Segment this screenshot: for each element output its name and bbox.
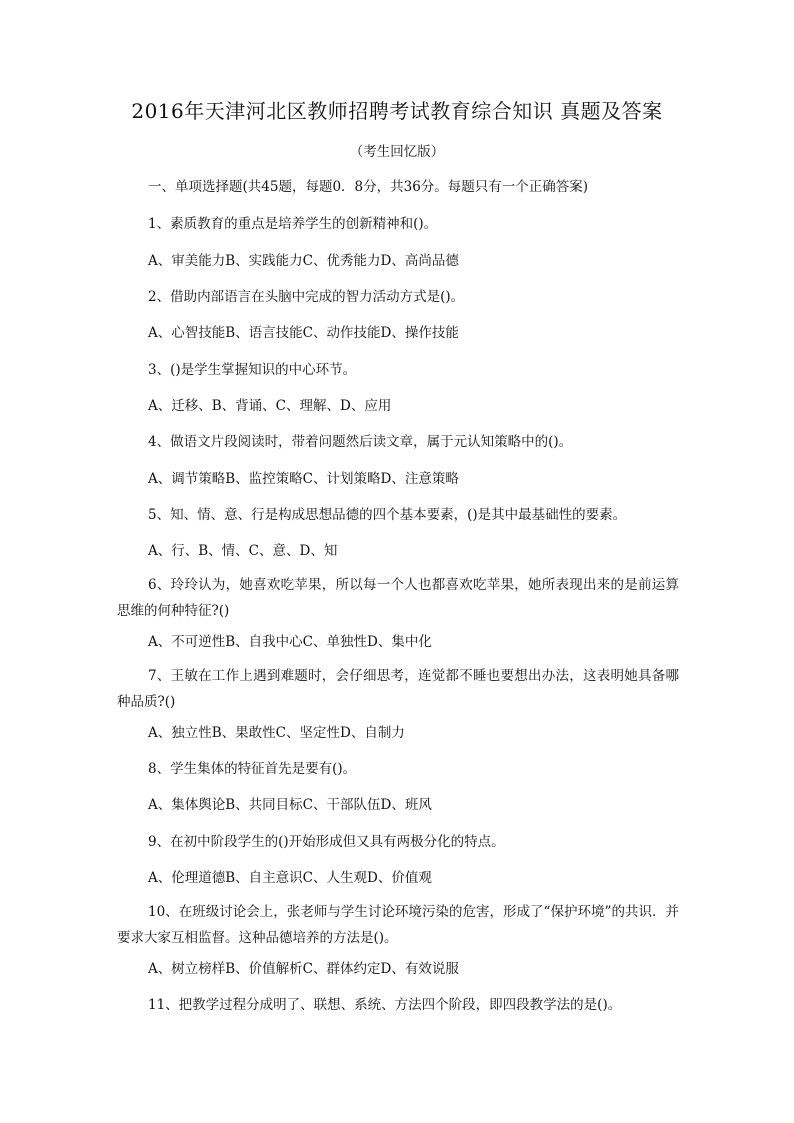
question-1: 1、素质教育的重点是培养学生的创新精神和()。 — [148, 216, 438, 232]
options-1: A、审美能力B、实践能力C、优秀能力D、高尚品德 — [148, 253, 459, 269]
question-9: 9、在初中阶段学生的()开始形成但又具有两极分化的特点。 — [148, 834, 505, 850]
question-7: 7、王敏在工作上遇到难题时，会仔细思考，连觉都不睡也要想出办法，这表明她具备哪种品质?() — [117, 668, 679, 710]
question-8: 8、学生集体的特征首先是要有()。 — [148, 761, 357, 777]
question-10: 10、在班级讨论会上，张老师与学生讨论环境污染的危害，形成了“保护环境”的共识．并要求大家互相监督。这种品德培养的方法是()。 — [117, 904, 679, 946]
question-4: 4、做语文片段阅读时，带着问题然后读文章，属于元认知策略中的()。 — [148, 434, 573, 450]
question-5: 5、知、情、意、行是构成思想品德的四个基本要素，()是其中最基础性的要素。 — [148, 507, 627, 523]
options-9: A、伦理道德B、自主意识C、人生观D、价值观 — [148, 870, 432, 886]
question-11: 11、把教学过程分成明了、联想、系统、方法四个阶段，即四段教学法的是()。 — [148, 997, 622, 1013]
section-heading: 一、单项选择题(共45题，每题0．8分，共36分。每题只有一个正确答案) — [148, 179, 589, 195]
question-3: 3、()是学生掌握知识的中心环节。 — [148, 362, 357, 378]
options-3: A、迁移、B、背诵、C、理解、D、应用 — [148, 398, 392, 414]
document-title: 2016年天津河北区教师招聘考试教育综合知识 真题及答案 — [131, 99, 663, 123]
options-6: A、不可逆性B、自我中心C、单独性D、集中化 — [148, 634, 432, 650]
options-8: A、集体舆论B、共同目标C、干部队伍D、班风 — [148, 797, 432, 813]
document-subtitle: （考生回忆版） — [349, 144, 445, 160]
options-10: A、树立榜样B、价值解析C、群体约定D、有效说服 — [148, 961, 459, 977]
question-2: 2、借助内部语言在头脑中完成的智力活动方式是()。 — [148, 289, 465, 305]
question-6: 6、玲玲认为，她喜欢吃苹果，所以每一个人也都喜欢吃苹果，她所表现出来的是前运算思维的何种特征?() — [117, 577, 679, 619]
options-5: A、行、B、情、C、意、D、知 — [148, 543, 338, 559]
options-2: A、心智技能B、语言技能C、动作技能D、操作技能 — [148, 325, 459, 341]
options-4: A、调节策略B、监控策略C、计划策略D、注意策略 — [148, 471, 459, 487]
options-7: A、独立性B、果敢性C、坚定性D、自制力 — [148, 725, 405, 741]
